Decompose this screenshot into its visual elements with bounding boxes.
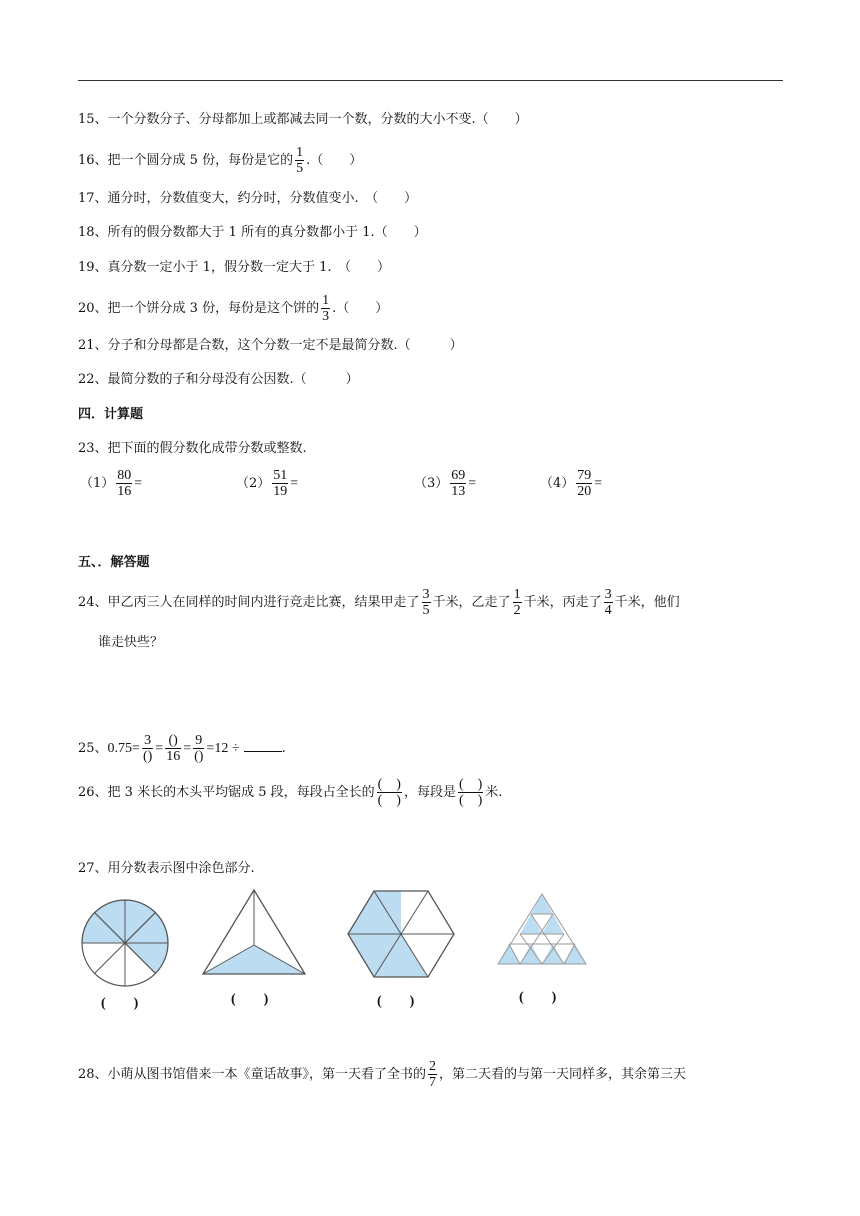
fraction-three-quarters: $\frac{3}{4}$ <box>604 587 612 618</box>
answer-paren-figure-3[interactable]: ( ) <box>377 994 415 1009</box>
fraction-69-13: $\frac{69}{13}$ <box>451 468 466 499</box>
q23-item-1: （1） $\frac{80}{16}$ = <box>80 468 143 499</box>
question-20 <box>78 293 388 324</box>
shaded-triangle <box>531 894 553 914</box>
question-21: 21、分子和分母都是合数，这个分数一定不是最简分数.（ ） <box>78 338 463 353</box>
question-17: 17、通分时，分数值变大，约分时，分数值变小. （ ） <box>78 191 418 206</box>
answer-paren-figure-4[interactable]: ( ) <box>519 990 557 1005</box>
question-24-line-2: 谁走快些？ <box>98 635 164 650</box>
answer-paren: .（ ） <box>332 301 389 316</box>
question-19: 19、真分数一定小于 1，假分数一定大于 1. （ ） <box>78 260 390 275</box>
triangle-grid-figure <box>496 888 588 968</box>
question-27: 27、用分数表示图中涂色部分. <box>78 861 255 876</box>
section-heading-word-problems: 五、．解答题 <box>78 555 150 570</box>
hexagon-sixths-figure <box>346 886 456 982</box>
answer-paren-figure-1[interactable]: ( ) <box>101 996 139 1011</box>
answer-paren-figure-2[interactable]: ( ) <box>231 992 269 1007</box>
question-23: 23、把下面的假分数化成带分数或整数. <box>78 441 307 456</box>
q23-item-3: （3） $\frac{69}{13}$ = <box>414 468 477 499</box>
q23-item-2: （2） $\frac{51}{19}$ = <box>236 468 299 499</box>
question-16-text: 16、把一个圆分成 5 份，每份是它的 <box>78 153 294 168</box>
q23-item-4: （4） $\frac{79}{20}$ = <box>540 468 603 499</box>
question-18: 18、所有的假分数都大于 1 所有的真分数都小于 1.（ ） <box>78 225 427 240</box>
triangle-thirds-figure <box>198 886 310 978</box>
fraction-one-third: $\frac{1}{3}$ <box>322 293 330 324</box>
fraction-51-19: $\frac{51}{19}$ <box>273 468 288 499</box>
question-25: 25、0.75= $\frac{3}{()}$ = $\frac{()}{16}$ = $\frac{9}{()}$ =12 ÷ . <box>78 733 286 764</box>
fraction-9-blank: $\frac{9}{()}$ <box>194 733 204 764</box>
fraction-one-fifth: $\frac{1}{5}$ <box>296 145 304 176</box>
fraction-blank-blank: $\frac{( )}{( )}$ <box>458 777 483 808</box>
fraction-80-16: $\frac{80}{16}$ <box>117 468 132 499</box>
fraction-79-20: $\frac{79}{20}$ <box>577 468 592 499</box>
header-rule <box>78 80 783 81</box>
question-20-text: 20、把一个饼分成 3 份，每份是这个饼的 <box>78 301 320 316</box>
question-28: 28、小萌从图书馆借来一本《童话故事》，第一天看了全书的 $\frac{2}{7}$ ，第二天看的与第一天同样多，其余第三天 <box>78 1059 687 1090</box>
fraction-blank-16: $\frac{()}{16}$ <box>166 733 181 764</box>
fraction-three-fifths: $\frac{3}{5}$ <box>422 587 430 618</box>
section-heading-calculation: 四．计算题 <box>78 407 144 422</box>
question-26: 26、把 3 米长的木头平均锯成 5 段，每段占全长的 $\frac{( )}{( )}$ ，每段是 $\frac{( )}{( )}$ 米. <box>78 777 503 808</box>
question-24: 24、甲乙丙三人在同样的时间内进行竞走比赛，结果甲走了 $\frac{3}{5}$ 千米，乙走了 $\frac{1}{2}$ 千米，丙走了 $\frac{3}{4}$ 千米，他们 <box>78 587 680 618</box>
fraction-two-sevenths: $\frac{2}{7}$ <box>429 1059 437 1090</box>
question-15: 15、一个分数分子、分母都加上或都减去同一个数，分数的大小不变.（ ） <box>78 112 528 127</box>
question-16 <box>78 145 362 176</box>
answer-blank[interactable] <box>244 739 282 752</box>
question-22: 22、最简分数的子和分母没有公因数.（ ） <box>78 372 359 387</box>
shaded-sector <box>125 943 168 973</box>
answer-paren: .（ ） <box>306 153 363 168</box>
fraction-one-half: $\frac{1}{2}$ <box>513 587 521 618</box>
fraction-3-blank: $\frac{3}{()}$ <box>142 733 153 764</box>
circle-eighths-figure <box>78 896 172 990</box>
fraction-blank-blank: $\frac{( )}{( )}$ <box>377 777 401 808</box>
